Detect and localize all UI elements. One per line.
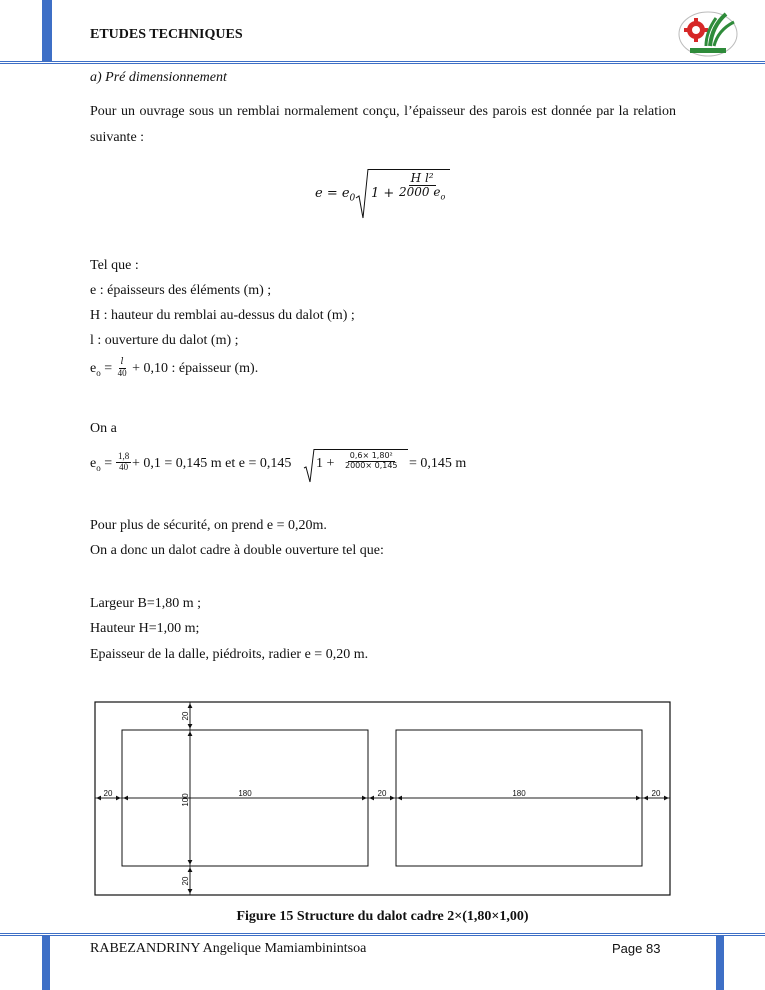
formula-fraction: $\frac{\text{H l²}}{2000 e_o}$: [399, 171, 446, 202]
footer-rule: [0, 933, 765, 934]
dim-label-right-wall: 20: [651, 789, 661, 798]
footer-accent-bar-left: [42, 935, 50, 990]
dim-label-height: 100: [181, 793, 190, 807]
thickness-formula: [315, 168, 515, 224]
section-title: a) Pré dimensionnement: [90, 70, 227, 85]
calc-lead: On a: [90, 421, 117, 436]
dim-label-left-wall: 20: [103, 789, 113, 798]
footer-accent-bar-right: [716, 935, 724, 990]
calc-fraction-e0: $\frac{1,8}{40}$: [118, 451, 130, 472]
footer-author: RABEZANDRINY Angelique Mamiambinintsoa: [90, 941, 367, 956]
footer-rule-secondary: [0, 935, 765, 936]
definition-e: e : épaisseurs des éléments (m) ;: [90, 283, 272, 298]
formula-lhs: $e = e_0$: [315, 186, 356, 204]
definition-e0: $e_o$ = $\frac{l}{40}$ + 0,10 : épaisseur (m).: [90, 357, 259, 379]
calc-fraction-root: $\frac{\text{0,6× 1,80²}}{2000\times 0,145}$: [345, 451, 398, 470]
definitions-lead: Tel que :: [90, 258, 139, 273]
intro-paragraph: Pour un ouvrage sous un remblai normalement conçu, l’épaisseur des parois est donnée par la relation suivante :: [90, 104, 676, 145]
dim-label-opening-2: 180: [512, 789, 526, 798]
conclusion-line: On a donc un dalot cadre à double ouverture tel que:: [90, 543, 384, 558]
header-rule: [0, 61, 765, 62]
radical-icon: [303, 448, 315, 484]
header-rule-secondary: [0, 63, 765, 64]
radical-icon: [355, 168, 369, 220]
dim-label-bottom-slab: 20: [181, 876, 190, 886]
definition-H: H : hauteur du remblai au-dessus du dalot (m) ;: [90, 308, 355, 323]
dim-thickness: Epaisseur de la dalle, piédroits, radier e = 0,20 m.: [90, 647, 369, 662]
dim-label-opening-1: 180: [238, 789, 252, 798]
dim-label-top-slab: 20: [181, 711, 190, 721]
dim-height: Hauteur H=1,00 m;: [90, 621, 200, 636]
calc-formula: $e_o$ = $\frac{1,8}{40}$ + 0,1 = 0,145 m et e = 0,145 1 + $\frac{\text{0,6× 1,80²}}{2000\times 0,145}$ = 0,145 m: [90, 448, 510, 488]
page-number: Page 83: [612, 941, 661, 956]
culvert-section-drawing: [93, 700, 674, 900]
definition-l: l : ouverture du dalot (m) ;: [90, 333, 239, 348]
formula-one-plus: 1 +: [371, 186, 395, 201]
dim-width: Largeur B=1,80 m ;: [90, 596, 202, 611]
security-line: Pour plus de sécurité, on prend e = 0,20m.: [90, 518, 327, 533]
figure-caption: Figure 15 Structure du dalot cadre 2×(1,80×1,00): [236, 909, 529, 924]
institution-logo: [676, 6, 740, 58]
header-title: ETUDES TECHNIQUES: [90, 27, 243, 42]
header-accent-bar: [42, 0, 52, 62]
dim-label-middle-wall: 20: [377, 789, 387, 798]
